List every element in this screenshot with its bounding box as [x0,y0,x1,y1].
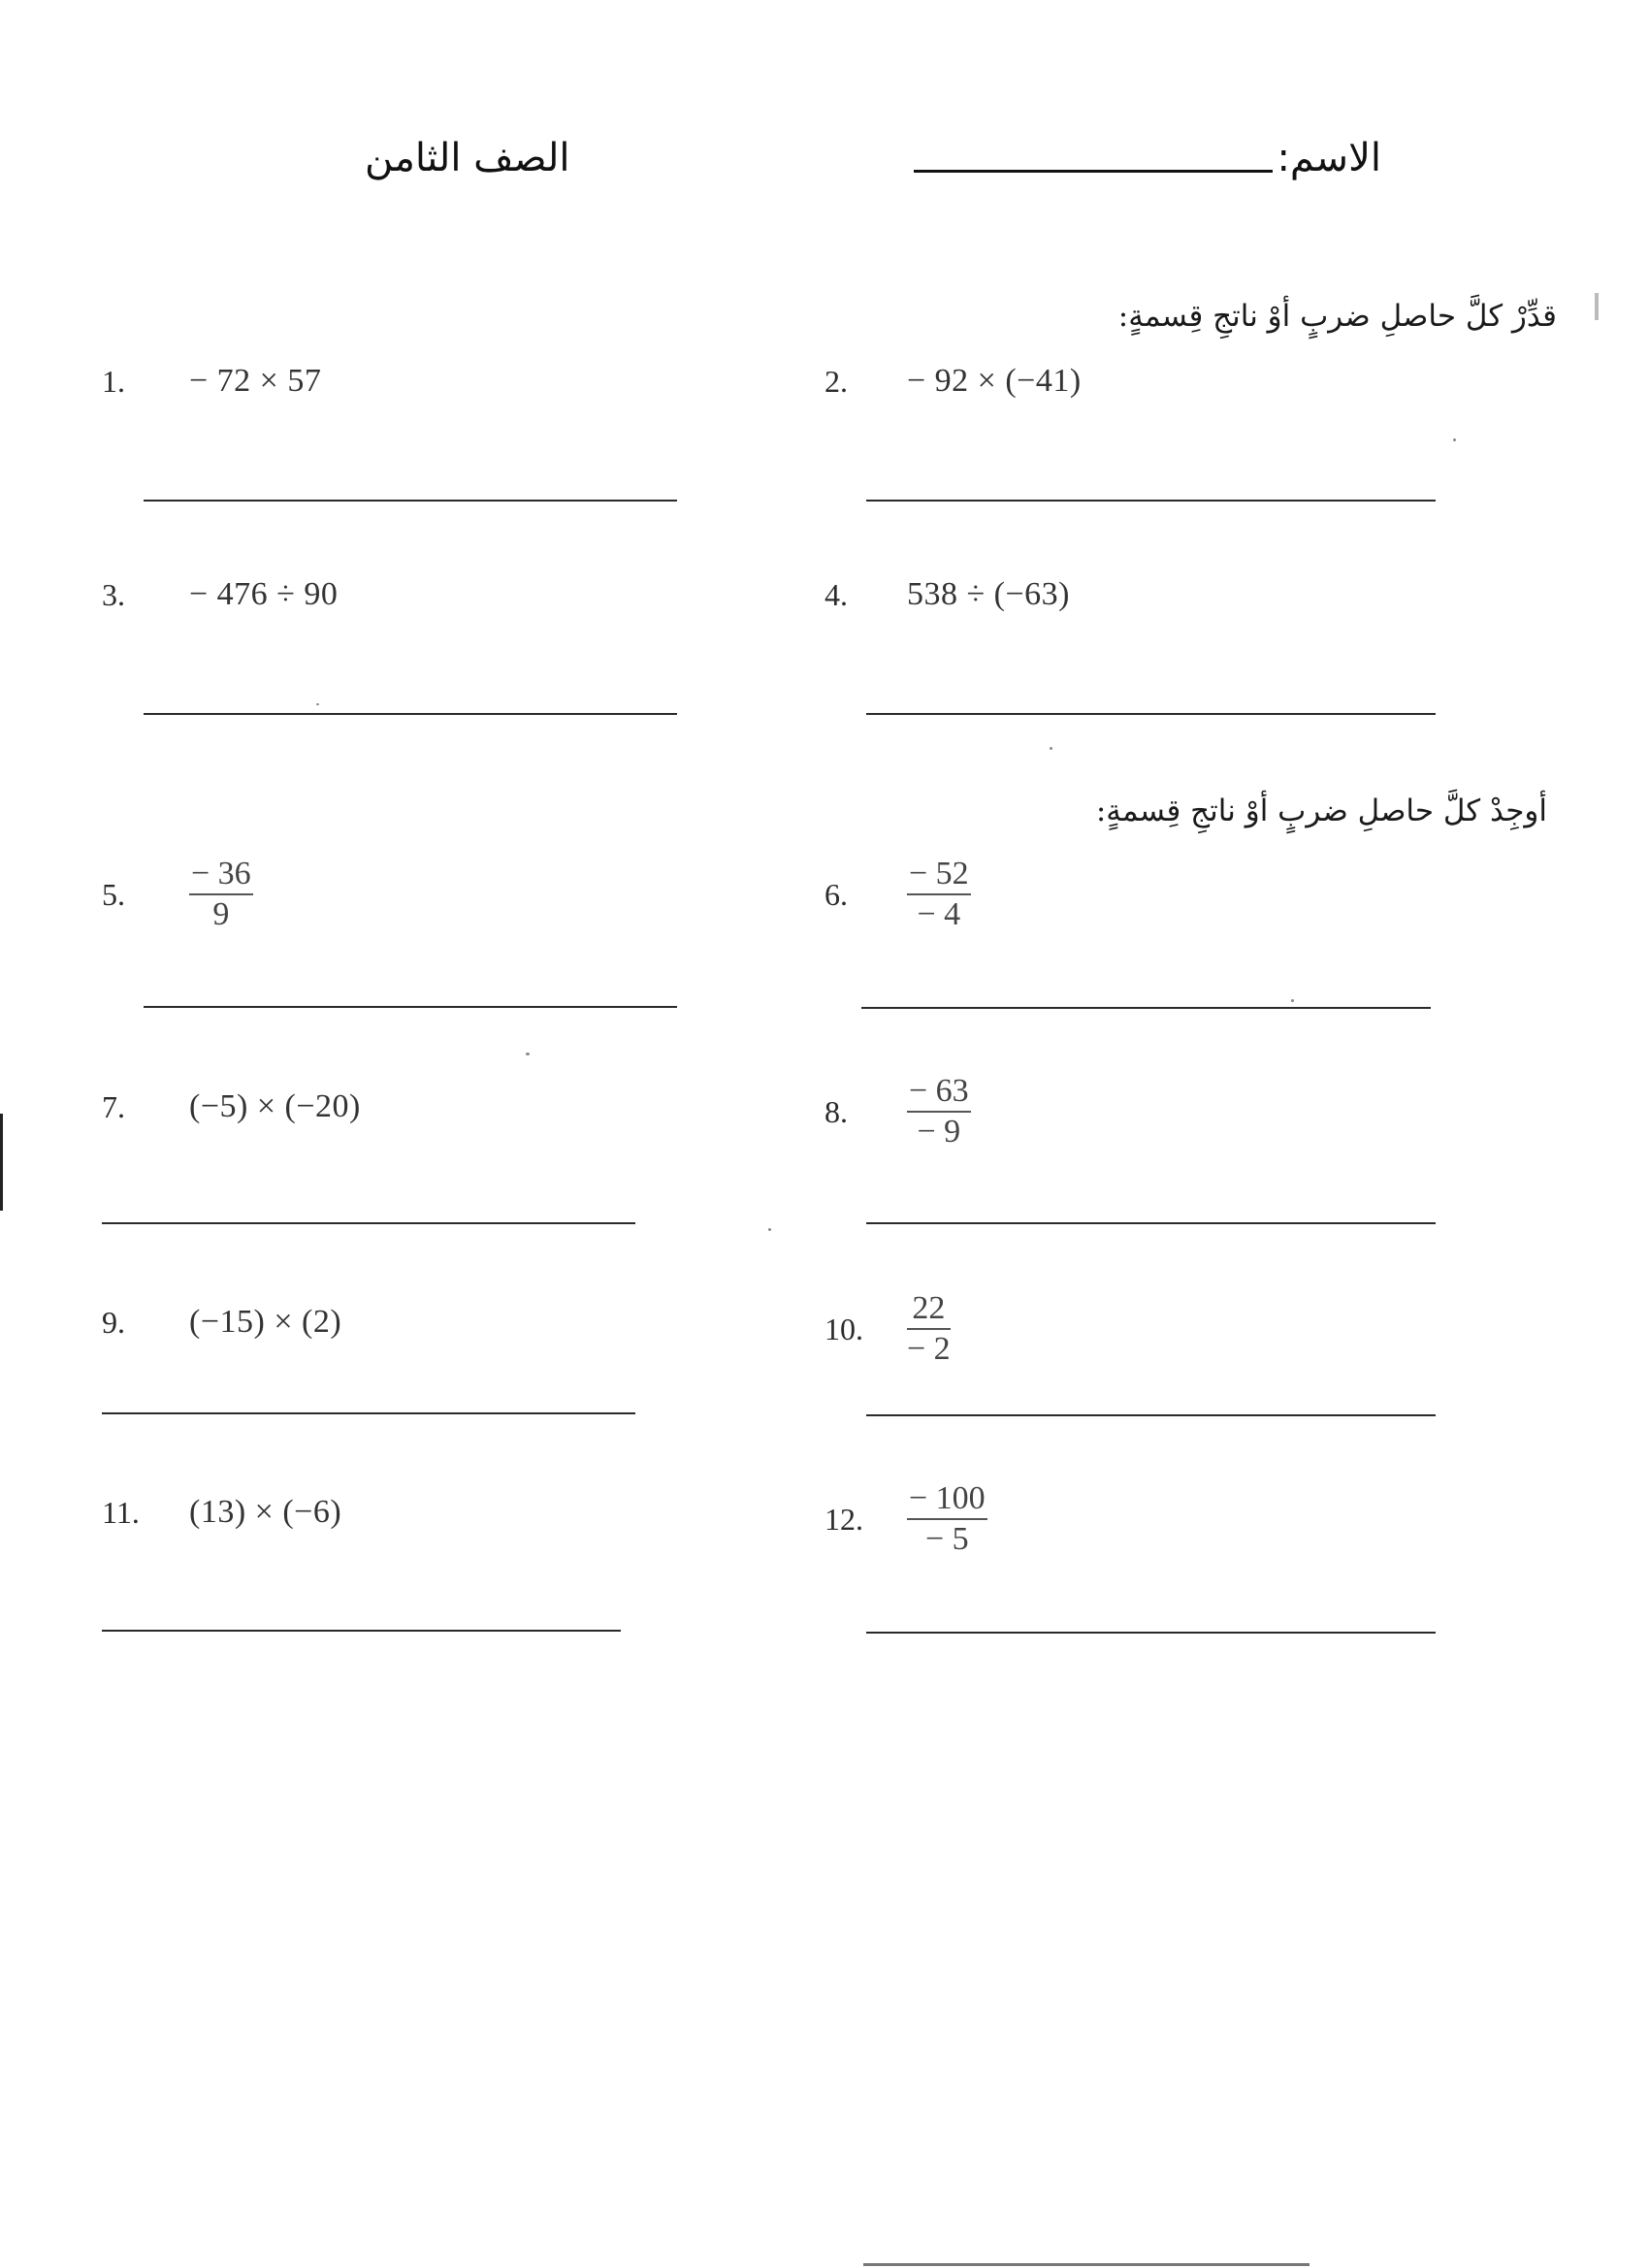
problem-number: 5. [102,876,125,912]
problem-6 [824,858,971,931]
problem-number: 4. [824,576,848,612]
grade-label: الصف الثامن [365,136,570,180]
fraction-denominator: 9 [212,896,230,932]
problem-number: 2. [824,363,848,399]
problem-11 [102,1494,341,1531]
problem-expression: − 92 × (−41) [907,363,1082,399]
problem-1 [102,363,321,400]
scan-speck [526,1053,530,1055]
name-label: الاسم: [1277,136,1381,180]
problem-number: 7. [102,1088,125,1124]
scan-edge-mark [1595,293,1599,320]
problem-8 [824,1075,971,1149]
scan-speck [1291,999,1294,1002]
fraction-denominator: − 4 [917,896,961,932]
problem-12 [824,1482,987,1556]
fraction-numerator: − 63 [909,1073,969,1109]
answer-line-12[interactable] [866,1632,1436,1634]
problem-number: 10. [824,1311,863,1346]
scan-speck [1050,747,1052,750]
fraction [907,1075,971,1149]
fraction-denominator: − 2 [907,1331,951,1367]
fraction-numerator: 22 [912,1290,946,1326]
problem-5 [102,858,253,931]
problem-9 [102,1304,341,1341]
problem-7 [102,1088,361,1125]
problem-expression: (−15) × (2) [189,1304,342,1340]
answer-line-7[interactable] [102,1222,635,1224]
fraction-denominator: − 9 [917,1114,961,1150]
fraction [907,1292,951,1366]
problem-number: 9. [102,1304,125,1340]
problem-number: 6. [824,876,848,912]
answer-line-10[interactable] [866,1414,1436,1416]
fraction [189,858,253,931]
scan-speck [768,1228,771,1231]
answer-line-3[interactable] [144,713,677,715]
problem-10 [824,1292,951,1366]
answer-line-6[interactable] [861,1007,1431,1009]
problem-number: 1. [102,363,125,399]
problem-number: 12. [824,1501,863,1537]
scan-edge-mark [0,1114,3,1211]
answer-line-1[interactable] [144,500,677,502]
answer-line-11[interactable] [102,1630,621,1632]
scan-speck [316,703,319,705]
problem-2 [824,363,1082,400]
problem-expression: − 72 × 57 [189,363,322,399]
fraction [907,858,971,931]
fraction-denominator: − 5 [925,1521,969,1557]
answer-line-8[interactable] [866,1222,1436,1224]
problem-number: 3. [102,576,125,612]
estimate-instruction: قدِّرْ كلَّ حاصلِ ضربٍ أوْ ناتجِ قِسمةٍ: [1117,299,1557,334]
answer-line-2[interactable] [866,500,1436,502]
fraction-numerator: − 36 [191,856,251,891]
name-blank-line[interactable] [914,170,1273,173]
find-instruction: أوجِدْ كلَّ حاصلِ ضربٍ أوْ ناتجِ قِسمةٍ: [1095,794,1547,828]
problem-expression: (13) × (−6) [189,1494,342,1530]
problem-expression: 538 ÷ (−63) [907,576,1070,612]
problem-expression: − 476 ÷ 90 [189,576,339,612]
problem-expression: (−5) × (−20) [189,1088,361,1124]
name-field[interactable] [914,136,1381,180]
answer-line-4[interactable] [866,713,1436,715]
problem-number: 8. [824,1093,848,1129]
problem-3 [102,576,338,613]
fraction-numerator: − 100 [909,1480,986,1516]
fraction-numerator: − 52 [909,856,969,891]
answer-line-9[interactable] [102,1412,635,1414]
scan-edge-mark [863,2263,1310,2266]
answer-line-5[interactable] [144,1006,677,1008]
problem-number: 11. [102,1494,140,1530]
problem-4 [824,576,1070,613]
scan-speck [1453,438,1456,441]
fraction [907,1482,987,1556]
